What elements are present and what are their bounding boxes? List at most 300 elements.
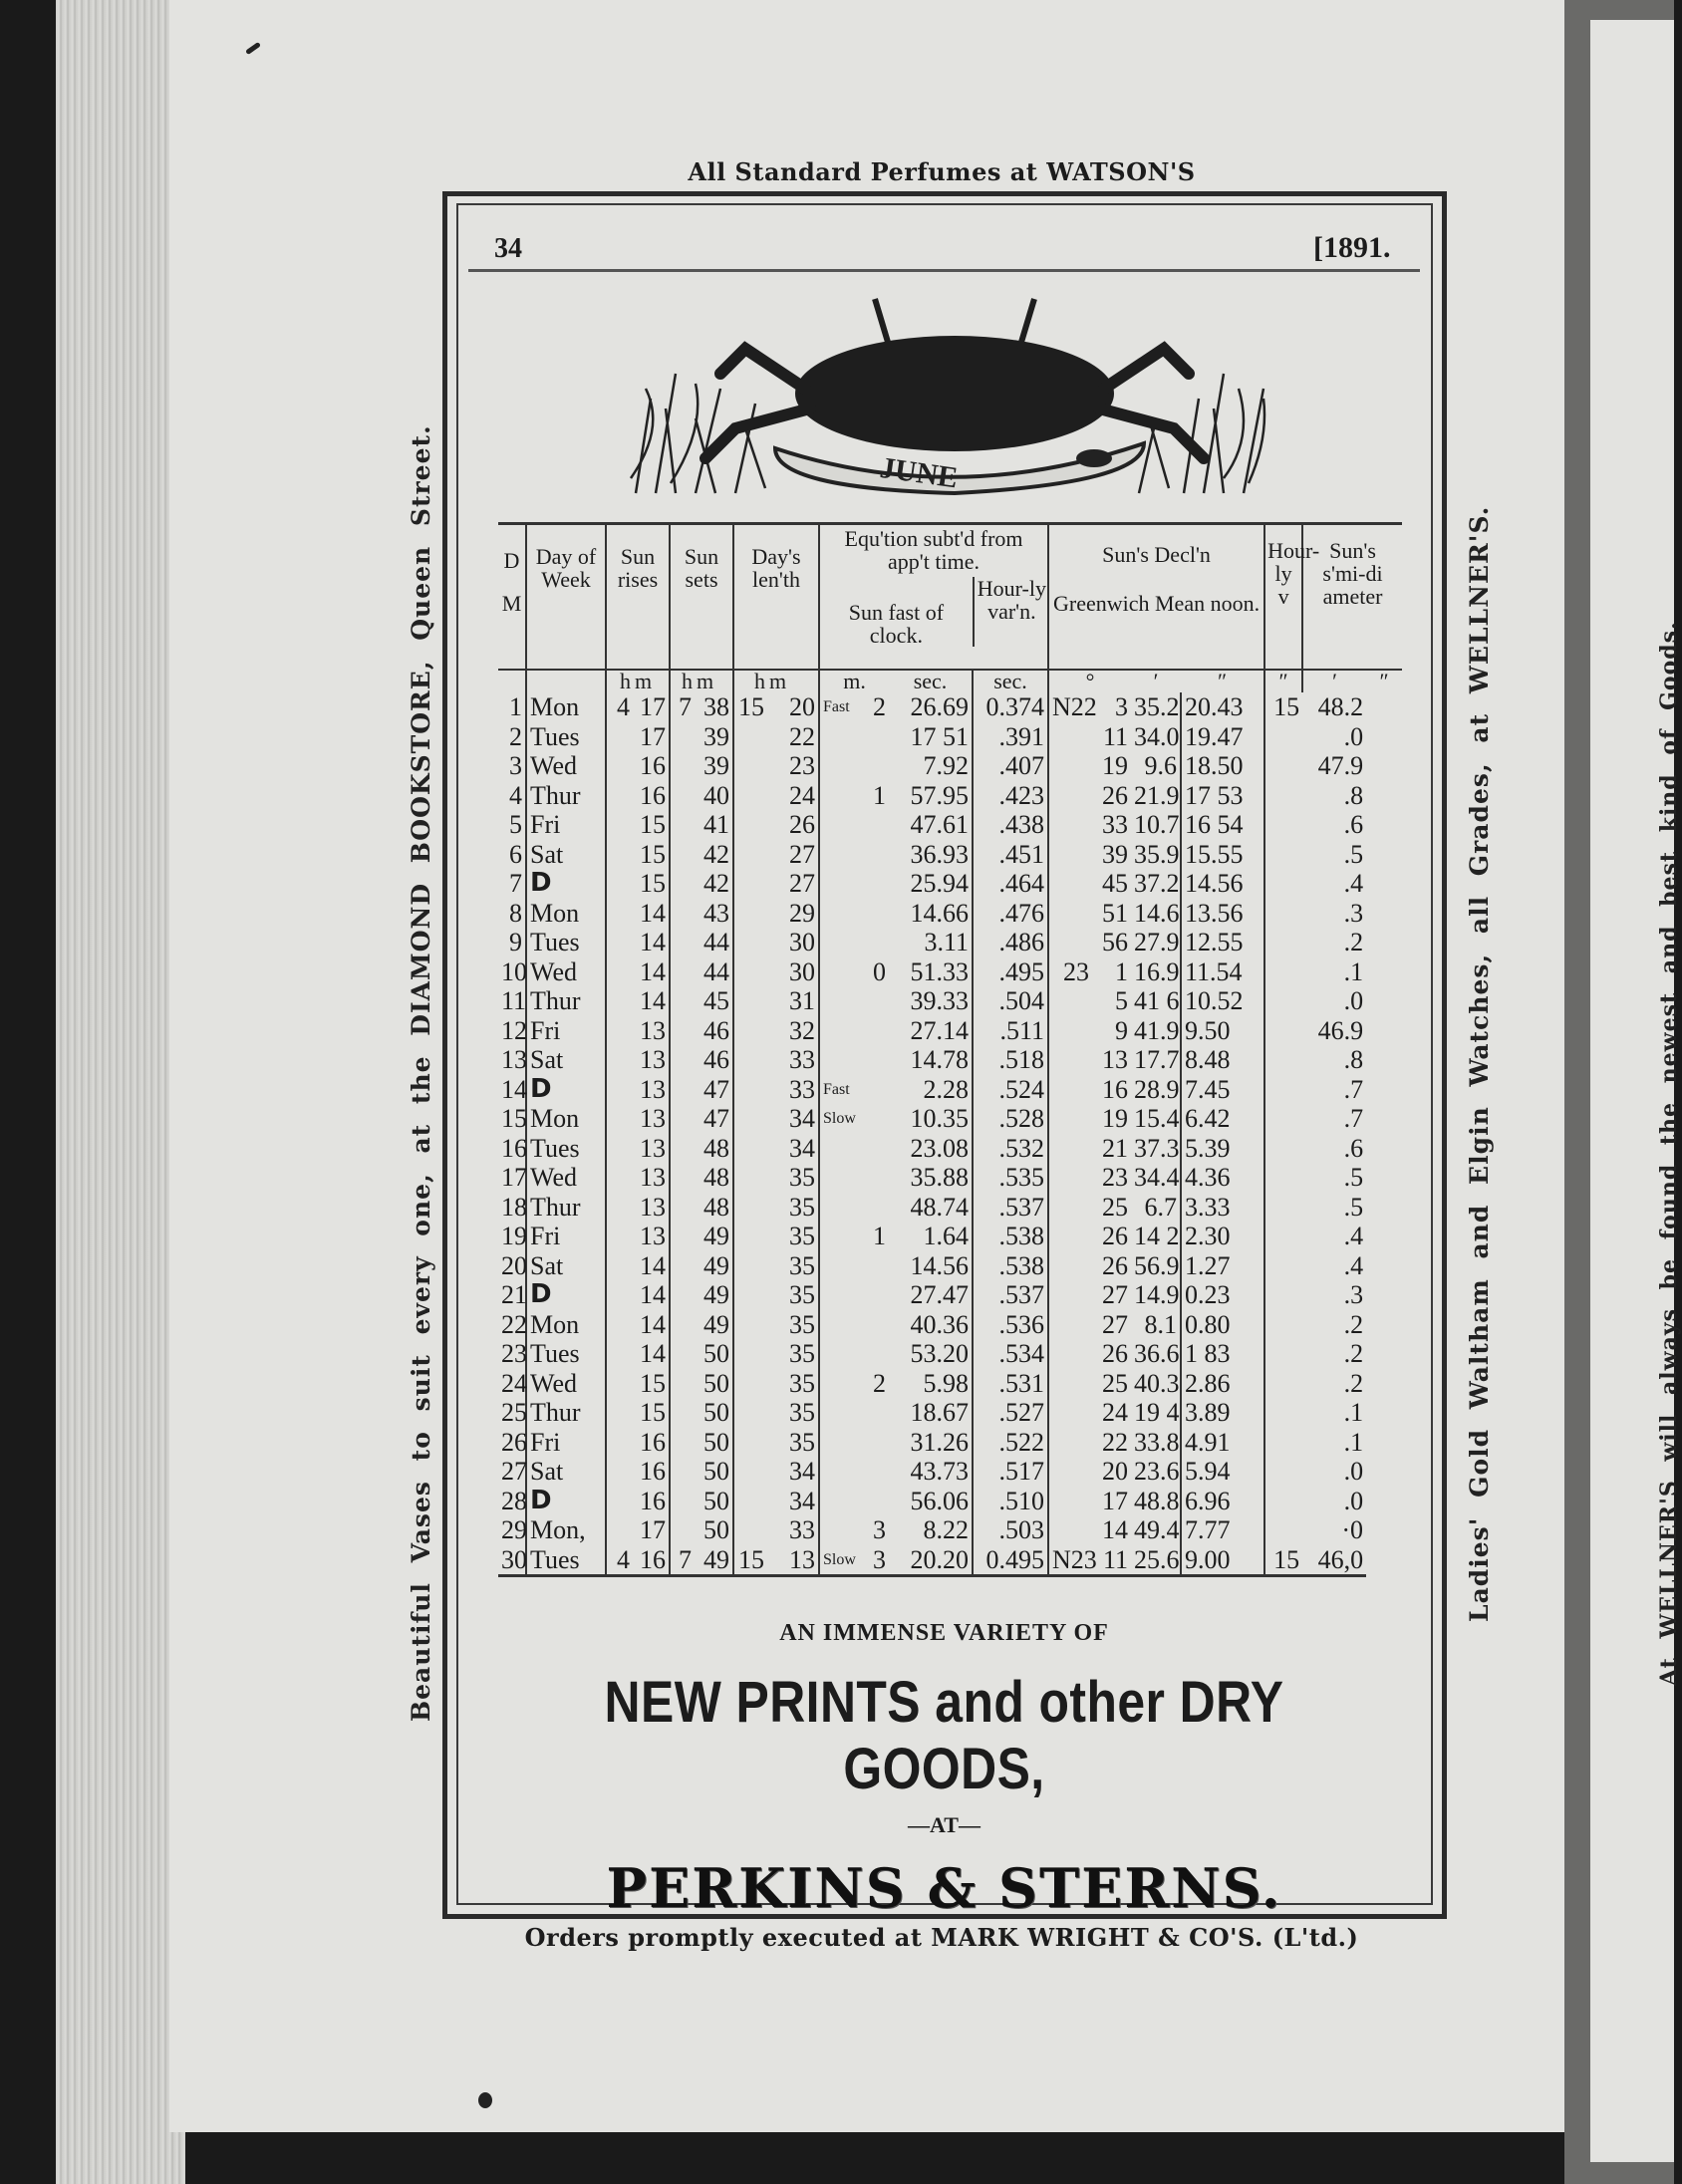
cell-dc-min: 56 bbox=[1102, 928, 1129, 956]
cell-eq-m bbox=[865, 899, 889, 929]
cell-declination-degrees bbox=[1048, 1428, 1092, 1458]
cell-rh bbox=[606, 810, 633, 840]
cell-rm: 14 bbox=[640, 1309, 666, 1339]
cell-sd-sec: .6 bbox=[1343, 810, 1364, 839]
unit-eq-m: m. bbox=[819, 670, 889, 692]
header-m: M bbox=[501, 591, 522, 616]
cell-hv: .511 bbox=[973, 1016, 1048, 1046]
cell-lm: 35 bbox=[789, 1368, 816, 1398]
cell-sd-sec: 46.9 bbox=[1317, 1015, 1364, 1045]
table-row bbox=[498, 1193, 1402, 1223]
cell-eq-s: 40.36 bbox=[910, 1309, 970, 1339]
cell-lm: 23 bbox=[789, 751, 816, 780]
cell-lm: 22 bbox=[789, 721, 816, 751]
cell-lm: 34 bbox=[789, 1133, 816, 1163]
cell-day: Tues bbox=[526, 1545, 606, 1576]
cell-hv: .535 bbox=[973, 1163, 1048, 1193]
cell-sm: 48 bbox=[703, 1163, 729, 1192]
cell-dc-sec: 34.4 bbox=[1134, 1163, 1180, 1192]
cell-sh bbox=[670, 986, 695, 1016]
cell-dc-min: 19 bbox=[1102, 751, 1129, 780]
cell-lh bbox=[733, 751, 767, 781]
cell-dc-sec: 21.9 bbox=[1134, 780, 1180, 810]
cell-eq-m: 2 bbox=[873, 1368, 887, 1398]
cell-sh bbox=[670, 1222, 695, 1251]
cell-dc-sec: 33.8 bbox=[1134, 1427, 1180, 1457]
cell-d: 26 bbox=[501, 1427, 527, 1457]
cell-sm: 42 bbox=[703, 839, 729, 869]
cell-rm: 15 bbox=[640, 1398, 666, 1427]
cell-sd-min bbox=[1264, 751, 1302, 781]
cell-lm: 35 bbox=[789, 1250, 816, 1280]
cell-lh bbox=[733, 1398, 767, 1428]
cell-dc-min: 45 bbox=[1102, 869, 1129, 898]
cell-d: 28 bbox=[501, 1486, 527, 1515]
cell-day: Wed bbox=[526, 957, 606, 987]
left-side-advertisement: Beautiful Vases to suit every one, at the DIAMOND BOOKSTORE, Queen Street. bbox=[407, 424, 435, 1722]
cell-declination-degrees bbox=[1048, 840, 1092, 870]
cell-eq-s: 57.95 bbox=[910, 780, 970, 810]
cell-d: 10 bbox=[501, 956, 527, 986]
cell-rm: 13 bbox=[640, 1222, 666, 1250]
cell-eq-s: 48.74 bbox=[910, 1192, 970, 1222]
unit-blank bbox=[498, 670, 526, 692]
cell-sm: 46 bbox=[703, 1045, 729, 1074]
header-sun-decl-bottom: Greenwich Mean noon. bbox=[1052, 591, 1261, 616]
cell-lh bbox=[733, 1075, 767, 1105]
cell-dc-sec: 34.0 bbox=[1134, 721, 1180, 751]
cell-rh bbox=[606, 1075, 633, 1105]
cell-eq-s: 25.94 bbox=[910, 869, 970, 898]
unit-decl-sec: ″ bbox=[1217, 669, 1228, 693]
cell-lm: 29 bbox=[789, 898, 816, 928]
cell-sd-sec: .3 bbox=[1343, 1280, 1364, 1309]
cell-eq-m: 3 bbox=[873, 1515, 887, 1544]
cell-lh bbox=[733, 1515, 767, 1545]
cell-dc-sec: 14 2 bbox=[1134, 1222, 1180, 1250]
cell-sm: 50 bbox=[703, 1368, 729, 1398]
cell-hv: .510 bbox=[973, 1487, 1048, 1516]
cell-eq-m bbox=[865, 1428, 889, 1458]
cell-sh bbox=[670, 1487, 695, 1516]
cell-hrv: 1 83 bbox=[1181, 1339, 1264, 1369]
table-row bbox=[498, 1134, 1402, 1164]
cell-declination-degrees bbox=[1048, 1544, 1097, 1576]
unit-hourly-sec: sec. bbox=[973, 670, 1048, 692]
cell-hrv: 16 54 bbox=[1181, 810, 1264, 840]
cell-lh bbox=[733, 1134, 767, 1164]
cell-sd-sec: .2 bbox=[1343, 1339, 1364, 1368]
cell-hrv: 7.45 bbox=[1181, 1075, 1264, 1105]
cell-hv: 0.495 bbox=[973, 1545, 1048, 1576]
cell-sh bbox=[670, 1310, 695, 1340]
cell-dc-sec: 35.9 bbox=[1134, 839, 1180, 869]
cell-rh bbox=[606, 1280, 633, 1310]
cell-sh bbox=[670, 869, 695, 899]
cell-rh bbox=[606, 1134, 633, 1164]
cell-sd-min bbox=[1264, 1134, 1302, 1164]
cell-dc-sec: 8.1 bbox=[1144, 1309, 1178, 1339]
table-row bbox=[498, 1251, 1402, 1281]
table-row bbox=[498, 869, 1402, 899]
cell-dc-min: 16 bbox=[1102, 1074, 1129, 1104]
cell-dc-sec: 6.7 bbox=[1144, 1192, 1178, 1222]
cell-declination-degrees bbox=[1048, 1310, 1092, 1340]
cell-sh bbox=[670, 957, 695, 987]
cell-rm: 17 bbox=[640, 721, 666, 751]
cell-eq-tag bbox=[819, 1369, 865, 1399]
cell-sd-sec: .8 bbox=[1343, 780, 1364, 810]
unit-set-m: m bbox=[697, 669, 714, 693]
cell-hv: .451 bbox=[973, 840, 1048, 870]
cell-sd-sec: 46,0 bbox=[1302, 1545, 1366, 1576]
cell-dc-min: 13 bbox=[1102, 1045, 1129, 1074]
cell-sd-min bbox=[1264, 899, 1302, 929]
table-row bbox=[498, 1545, 1402, 1576]
month-banner: JUNE bbox=[878, 450, 961, 495]
cell-hv: 0.374 bbox=[973, 692, 1048, 722]
cell-dc-min: 9 bbox=[1115, 1015, 1129, 1045]
cell-declination-degrees bbox=[1048, 1280, 1092, 1310]
cell-rh bbox=[606, 722, 633, 752]
table-row bbox=[498, 1104, 1402, 1134]
cell-sm: 47 bbox=[703, 1104, 729, 1133]
cell-eq-s: 2.28 bbox=[923, 1074, 970, 1104]
cell-lm: 26 bbox=[789, 810, 816, 839]
cell-declination-degrees bbox=[1048, 810, 1092, 840]
cell-dc-sec: 10.7 bbox=[1134, 810, 1180, 839]
cell-eq-tag bbox=[819, 1515, 865, 1545]
table-row bbox=[498, 1369, 1402, 1399]
cell-sm: 49 bbox=[703, 1222, 729, 1250]
cell-declination-deg: 23 bbox=[1063, 956, 1090, 986]
cell-eq-tag bbox=[819, 810, 865, 840]
cell-hv: .464 bbox=[973, 869, 1048, 899]
cell-dc-sec: 37.2 bbox=[1134, 869, 1180, 898]
cell-sh bbox=[670, 1075, 695, 1105]
header-equation-top: Equ'tion subt'd from app't time. bbox=[844, 526, 1023, 574]
cell-eq-m bbox=[865, 1075, 889, 1105]
cell-dc-min: 26 bbox=[1102, 1222, 1129, 1250]
cell-hrv: 6.96 bbox=[1181, 1487, 1264, 1516]
cell-eq-tag bbox=[819, 1339, 865, 1369]
cell-declination-degrees bbox=[1048, 751, 1092, 781]
cell-hv: .528 bbox=[973, 1104, 1048, 1134]
cell-hv: .532 bbox=[973, 1134, 1048, 1164]
cell-declination-degrees bbox=[1048, 1134, 1092, 1164]
cell-eq-s: 27.47 bbox=[910, 1280, 970, 1309]
unit-eq-sec: sec. bbox=[913, 669, 948, 693]
cell-dc-min: 3 bbox=[1115, 692, 1129, 721]
table-row bbox=[498, 1428, 1402, 1458]
cell-sd-sec: .4 bbox=[1343, 869, 1364, 898]
cell-eq-tag bbox=[819, 1310, 865, 1340]
cell-d: 8 bbox=[509, 898, 522, 928]
cell-d: 3 bbox=[509, 751, 522, 780]
cell-d: 20 bbox=[501, 1250, 527, 1280]
cell-sd-min bbox=[1264, 722, 1302, 752]
unit-rise-m: m bbox=[635, 669, 653, 693]
cell-dc-sec: 27.9 bbox=[1134, 928, 1180, 956]
cell-eq-m bbox=[865, 1487, 889, 1516]
cell-lh bbox=[733, 1369, 767, 1399]
cell-sd-sec: 47.9 bbox=[1317, 751, 1364, 780]
unit-sd-min: ′ bbox=[1302, 670, 1366, 692]
cell-hrv: 5.39 bbox=[1181, 1134, 1264, 1164]
table-row bbox=[498, 751, 1402, 781]
cell-d: 6 bbox=[509, 839, 522, 869]
cell-hv: .522 bbox=[973, 1428, 1048, 1458]
cell-declination-degrees bbox=[1048, 899, 1092, 929]
cell-sd-min bbox=[1264, 1369, 1302, 1399]
cell-eq-tag bbox=[819, 840, 865, 870]
unit-set-h: h bbox=[670, 670, 695, 692]
cell-eq-s: 56.06 bbox=[910, 1486, 970, 1515]
table-row bbox=[498, 1339, 1402, 1369]
cell-eq-s: 39.33 bbox=[910, 986, 970, 1015]
table-row bbox=[498, 1487, 1402, 1516]
cell-eq-s: 7.92 bbox=[923, 751, 970, 780]
cell-day: Sat bbox=[526, 840, 606, 870]
cell-sd-min bbox=[1264, 1457, 1302, 1487]
cell-rh bbox=[606, 1339, 633, 1369]
cell-day: Thur bbox=[526, 1398, 606, 1428]
table-row bbox=[498, 810, 1402, 840]
cell-eq-m bbox=[865, 1016, 889, 1046]
cell-sd-sec: .5 bbox=[1343, 1192, 1364, 1222]
cell-lm: 30 bbox=[789, 956, 816, 986]
cell-hrv: 15.55 bbox=[1181, 840, 1264, 870]
cell-dc-min: 23 bbox=[1102, 1163, 1129, 1192]
ink-spot bbox=[478, 2092, 492, 2108]
cell-rm: 14 bbox=[640, 1250, 666, 1280]
cell-sd-min: 15 bbox=[1264, 692, 1302, 722]
cell-eq-tag bbox=[819, 751, 865, 781]
cell-d: 30 bbox=[498, 1545, 526, 1576]
cell-dc-sec: 16.9 bbox=[1134, 956, 1180, 986]
cell-eq-m: 0 bbox=[873, 956, 887, 986]
cell-hv: .503 bbox=[973, 1515, 1048, 1545]
cell-sh bbox=[670, 751, 695, 781]
cell-eq-s: 51.33 bbox=[910, 956, 970, 986]
cell-sd-sec: .6 bbox=[1343, 1133, 1364, 1163]
cell-sh: 7 bbox=[670, 1545, 695, 1576]
cell-declination-degrees bbox=[1048, 1251, 1092, 1281]
cell-lm: 33 bbox=[789, 1045, 816, 1074]
cell-sm: 48 bbox=[703, 1192, 729, 1222]
cell-dc-min: 1 bbox=[1115, 956, 1129, 986]
cell-sm: 50 bbox=[703, 1486, 729, 1515]
cell-eq-s: 35.88 bbox=[910, 1163, 970, 1192]
cell-sd-min bbox=[1264, 1251, 1302, 1281]
cell-lm: 13 bbox=[767, 1545, 819, 1576]
cell-eq-m bbox=[865, 928, 889, 957]
dry-goods-advertisement bbox=[468, 1614, 1420, 1920]
cell-lm: 34 bbox=[789, 1457, 816, 1486]
cell-day: Thur bbox=[526, 986, 606, 1016]
cell-sd-sec: .7 bbox=[1343, 1074, 1364, 1104]
cell-eq-m bbox=[865, 1134, 889, 1164]
cell-sh bbox=[670, 1134, 695, 1164]
cell-rm: 15 bbox=[640, 810, 666, 839]
cell-sh bbox=[670, 1369, 695, 1399]
cell-hrv: 8.48 bbox=[1181, 1045, 1264, 1075]
cell-eq-m bbox=[865, 986, 889, 1016]
cell-eq-s: 14.66 bbox=[910, 898, 970, 928]
cell-eq-m bbox=[865, 810, 889, 840]
cell-hrv: 3.89 bbox=[1181, 1398, 1264, 1428]
cell-eq-tag bbox=[819, 986, 865, 1016]
cell-hrv: 7.77 bbox=[1181, 1515, 1264, 1545]
cell-dc-min: 33 bbox=[1102, 810, 1129, 839]
cell-rh bbox=[606, 840, 633, 870]
cell-sm: 46 bbox=[703, 1015, 729, 1045]
cell-sd-sec: .1 bbox=[1343, 1398, 1364, 1427]
cell-lm: 27 bbox=[789, 839, 816, 869]
cell-sd-min bbox=[1264, 957, 1302, 987]
cell-declination-degrees bbox=[1048, 1193, 1092, 1223]
cell-day: Fri bbox=[526, 1016, 606, 1046]
cell-eq-m bbox=[865, 869, 889, 899]
cell-rm: 13 bbox=[640, 1104, 666, 1133]
cell-eq-tag bbox=[819, 1487, 865, 1516]
cell-hrv: 3.33 bbox=[1181, 1193, 1264, 1223]
cell-eq-m bbox=[865, 1104, 889, 1134]
cell-sd-min bbox=[1264, 1339, 1302, 1369]
cell-dc-sec: 41 6 bbox=[1134, 986, 1180, 1015]
cell-eq-tag bbox=[819, 1045, 865, 1075]
cell-declination-degrees bbox=[1048, 1369, 1092, 1399]
cell-sd-sec: .5 bbox=[1343, 839, 1364, 869]
cell-rm: 14 bbox=[640, 898, 666, 928]
cell-day: Mon bbox=[526, 899, 606, 929]
cell-lh bbox=[733, 928, 767, 957]
cell-dc-min: 27 bbox=[1102, 1309, 1129, 1339]
cell-day: Tues bbox=[526, 1339, 606, 1369]
cell-lh bbox=[733, 1339, 767, 1369]
cell-declination-degrees bbox=[1048, 1104, 1092, 1134]
cell-eq-s: 26.69 bbox=[910, 692, 970, 721]
cell-eq-m bbox=[865, 1398, 889, 1428]
cell-sd-min bbox=[1264, 869, 1302, 899]
ad-headline: NEW PRINTS and other DRY GOODS, bbox=[604, 1670, 1284, 1801]
cell-sd-sec: 48.2 bbox=[1317, 692, 1364, 721]
cell-lh bbox=[733, 1016, 767, 1046]
cell-eq-s: 20.20 bbox=[889, 1545, 973, 1576]
cell-sh bbox=[670, 1045, 695, 1075]
cell-eq-s: 14.78 bbox=[910, 1045, 970, 1074]
cell-eq-m bbox=[865, 1163, 889, 1193]
header-sun-declination bbox=[1048, 524, 1264, 671]
table-row bbox=[498, 1310, 1402, 1340]
cell-eq-tag bbox=[819, 1016, 865, 1046]
cell-dc-min: 14 bbox=[1102, 1515, 1129, 1544]
cell-sh bbox=[670, 722, 695, 752]
cell-sm: 50 bbox=[703, 1339, 729, 1368]
cell-sd-sec: ·0 bbox=[1341, 1515, 1364, 1544]
cell-rh bbox=[606, 1398, 633, 1428]
cell-lh bbox=[733, 840, 767, 870]
table-row bbox=[498, 1075, 1402, 1105]
cell-hv: .517 bbox=[973, 1457, 1048, 1487]
cell-lm: 27 bbox=[789, 869, 816, 898]
cell-sd-min bbox=[1264, 1075, 1302, 1105]
cell-lh bbox=[733, 810, 767, 840]
cell-declination-degrees bbox=[1048, 1045, 1092, 1075]
cell-sd-min bbox=[1264, 1280, 1302, 1310]
header-semi-diameter: Sun's s'mi-di ameter bbox=[1302, 524, 1402, 671]
header-day-of-week: Day of Week bbox=[526, 524, 606, 671]
cell-hv: .537 bbox=[973, 1193, 1048, 1223]
cell-d: 24 bbox=[501, 1368, 527, 1398]
cell-dc-min: 20 bbox=[1102, 1457, 1129, 1486]
cell-rh bbox=[606, 1310, 633, 1340]
cell-rm: 13 bbox=[640, 1015, 666, 1045]
cell-sd-min bbox=[1264, 781, 1302, 811]
cell-sd-sec: .8 bbox=[1343, 1045, 1364, 1074]
cell-d: 12 bbox=[501, 1015, 527, 1045]
cell-d: 27 bbox=[501, 1457, 527, 1486]
cell-lh bbox=[733, 1280, 767, 1310]
cell-hrv: 14.56 bbox=[1181, 869, 1264, 899]
cell-eq-tag bbox=[819, 1398, 865, 1428]
cell-d: 22 bbox=[501, 1309, 527, 1339]
cell-eq-tag: Slow bbox=[819, 1545, 865, 1576]
cell-d: 1 bbox=[509, 692, 522, 721]
header-rule bbox=[468, 269, 1420, 272]
cell-hv: .531 bbox=[973, 1369, 1048, 1399]
header-days-length: Day's len'th bbox=[733, 524, 819, 671]
cell-day: Sat bbox=[526, 1457, 606, 1487]
cell-lh bbox=[733, 781, 767, 811]
cell-dc-sec: 56.9 bbox=[1134, 1250, 1180, 1280]
table-row bbox=[498, 928, 1402, 957]
cell-eq-s: 27.14 bbox=[910, 1015, 970, 1045]
cell-sd-min bbox=[1264, 1398, 1302, 1428]
cell-declination-degrees bbox=[1048, 722, 1092, 752]
cell-day: Sat bbox=[526, 1251, 606, 1281]
cell-sd-sec: .2 bbox=[1343, 1309, 1364, 1339]
cell-sd-min bbox=[1264, 810, 1302, 840]
cell-day: Mon, bbox=[526, 1515, 606, 1545]
cell-rh bbox=[606, 986, 633, 1016]
table-row bbox=[498, 899, 1402, 929]
cell-sm: 44 bbox=[703, 928, 729, 956]
cell-sh bbox=[670, 1339, 695, 1369]
cell-d: 11 bbox=[501, 986, 527, 1015]
cell-sm: 50 bbox=[703, 1398, 729, 1427]
cell-eq-s: 1.64 bbox=[923, 1222, 970, 1250]
cell-rh bbox=[606, 1487, 633, 1516]
cell-d: 16 bbox=[501, 1133, 527, 1163]
cell-rh bbox=[606, 1193, 633, 1223]
cell-sd-sec: .0 bbox=[1343, 721, 1364, 751]
cell-eq-tag bbox=[819, 1163, 865, 1193]
cell-d: 15 bbox=[501, 1104, 527, 1133]
cell-sd-min bbox=[1264, 1310, 1302, 1340]
table-row bbox=[498, 781, 1402, 811]
cell-hv: .534 bbox=[973, 1339, 1048, 1369]
cell-eq-tag bbox=[819, 1193, 865, 1223]
cell-dc-sec: 35.2 bbox=[1134, 692, 1180, 721]
cell-sm: 42 bbox=[703, 869, 729, 898]
cell-sm: 44 bbox=[703, 956, 729, 986]
cell-d: 7 bbox=[509, 869, 522, 898]
page-number: 34 bbox=[494, 233, 522, 264]
cell-dc-sec: 19 4 bbox=[1134, 1398, 1180, 1427]
cell-d: 14 bbox=[501, 1074, 527, 1104]
cell-declination-degrees bbox=[1048, 1075, 1092, 1105]
